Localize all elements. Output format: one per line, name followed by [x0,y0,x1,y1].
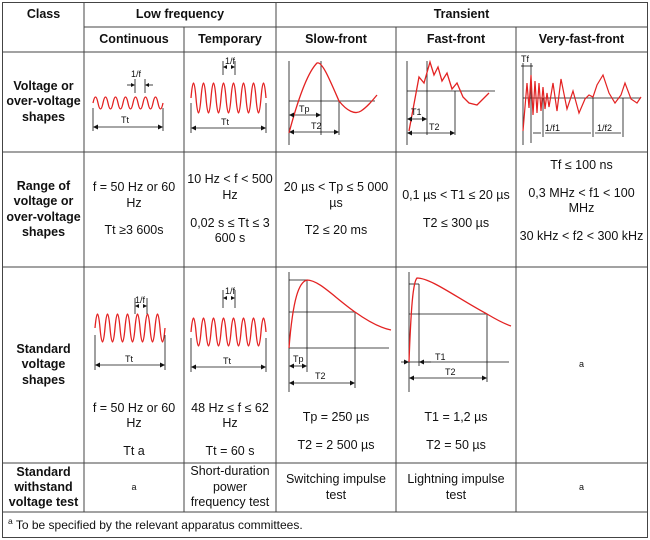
row-label-shapes: Voltage or over-voltage shapes [6,79,81,124]
row-label-standard-shapes: Standard voltage shapes [16,342,71,387]
svg-text:Tp: Tp [293,354,304,364]
withstand-slow-front: Switching impulse test [285,471,387,502]
header-very-fast-front: Very-fast-front [538,31,625,46]
svg-text:T2: T2 [311,121,322,131]
svg-text:Tt: Tt [221,117,229,127]
fast-front-waveform [409,62,489,131]
svg-text:T2: T2 [445,367,456,377]
withstand-temporary: Short-duration power frequency test [190,464,270,510]
svg-text:T2: T2 [429,122,440,132]
svg-text:T1: T1 [435,352,446,362]
row-label-withstand: Standard withstand voltage test [8,464,79,510]
slow-front-standard-waveform [289,280,391,348]
fast-front-standard-diagram [397,268,515,396]
continuous-shape-diagram [85,53,183,151]
svg-text:1/f1: 1/f1 [545,123,561,133]
svg-text:Tt: Tt [125,354,133,364]
svg-text:Tp: Tp [299,104,310,114]
continuous-waveform [93,97,163,109]
fast-front-standard-waveform [409,278,511,362]
standard-slow-front: Tp = 250 µs T2 = 2 500 µs [297,410,375,452]
header-fast-front: Fast-front [426,31,486,46]
temporary-waveform [191,83,266,113]
slow-front-shape-diagram [277,53,395,151]
standard-continuous: f = 50 Hz or 60 Hz Tt a [92,400,176,458]
header-temporary: Temporary [198,31,262,46]
svg-text:Tt: Tt [223,356,231,366]
range-continuous: f = 50 Hz or 60 Hz Tt ≥3 600s [92,180,176,238]
continuous-standard-waveform [95,314,165,342]
svg-text:Tf: Tf [521,54,529,64]
header-class: Class [26,7,61,22]
withstand-very-fast-front: a [578,481,584,492]
standard-temporary: 48 Hz ≤ f ≤ 62 Hz Tt = 60 s [191,400,269,458]
header-continuous: Continuous [99,31,169,46]
temporary-standard-diagram [185,280,275,376]
table-footnote: $^a$ To be specified by the relevant apparatus committees. [8,516,303,532]
row-label-range: Range of voltage or over-voltage shapes [6,179,81,239]
svg-text:1/f: 1/f [135,295,146,305]
header-slow-front: Slow-front [305,31,367,46]
svg-text:T1: T1 [411,107,422,117]
withstand-continuous: a [131,481,137,492]
withstand-fast-front: Lightning impulse test [407,471,505,502]
svg-text:1/f: 1/f [131,69,142,79]
svg-text:1/f: 1/f [225,56,236,66]
very-fast-front-shape-diagram [517,53,646,151]
range-fast-front: 0,1 µs < T1 ≤ 20 µs T2 ≤ 300 µs [402,187,510,230]
svg-text:1/f2: 1/f2 [597,123,613,133]
range-very-fast-front: Tf ≤ 100 ns 0,3 MHz < f1 < 100 MHz 30 kHz < f2 < 300 kHz [519,158,644,243]
temporary-shape-diagram [185,53,275,151]
svg-text:1/f: 1/f [225,286,236,296]
standard-very-fast-front: a [578,359,584,370]
standard-fast-front: T1 = 1,2 µs T2 = 50 µs [424,410,488,452]
slow-front-waveform [289,63,377,133]
range-slow-front: 20 µs < Tp ≤ 5 000 µs T2 ≤ 20 ms [283,180,389,238]
range-temporary: 10 Hz < f < 500 Hz 0,02 s ≤ Tt ≤ 3 600 s [187,172,273,246]
slow-front-standard-diagram [277,268,395,396]
header-low-frequency: Low frequency [135,7,225,22]
fast-front-shape-diagram [397,53,515,151]
header-transient: Transient [433,7,490,22]
svg-text:Tt: Tt [121,115,129,125]
temporary-standard-waveform [191,318,266,346]
continuous-standard-diagram [85,280,183,376]
svg-text:T2: T2 [315,371,326,381]
